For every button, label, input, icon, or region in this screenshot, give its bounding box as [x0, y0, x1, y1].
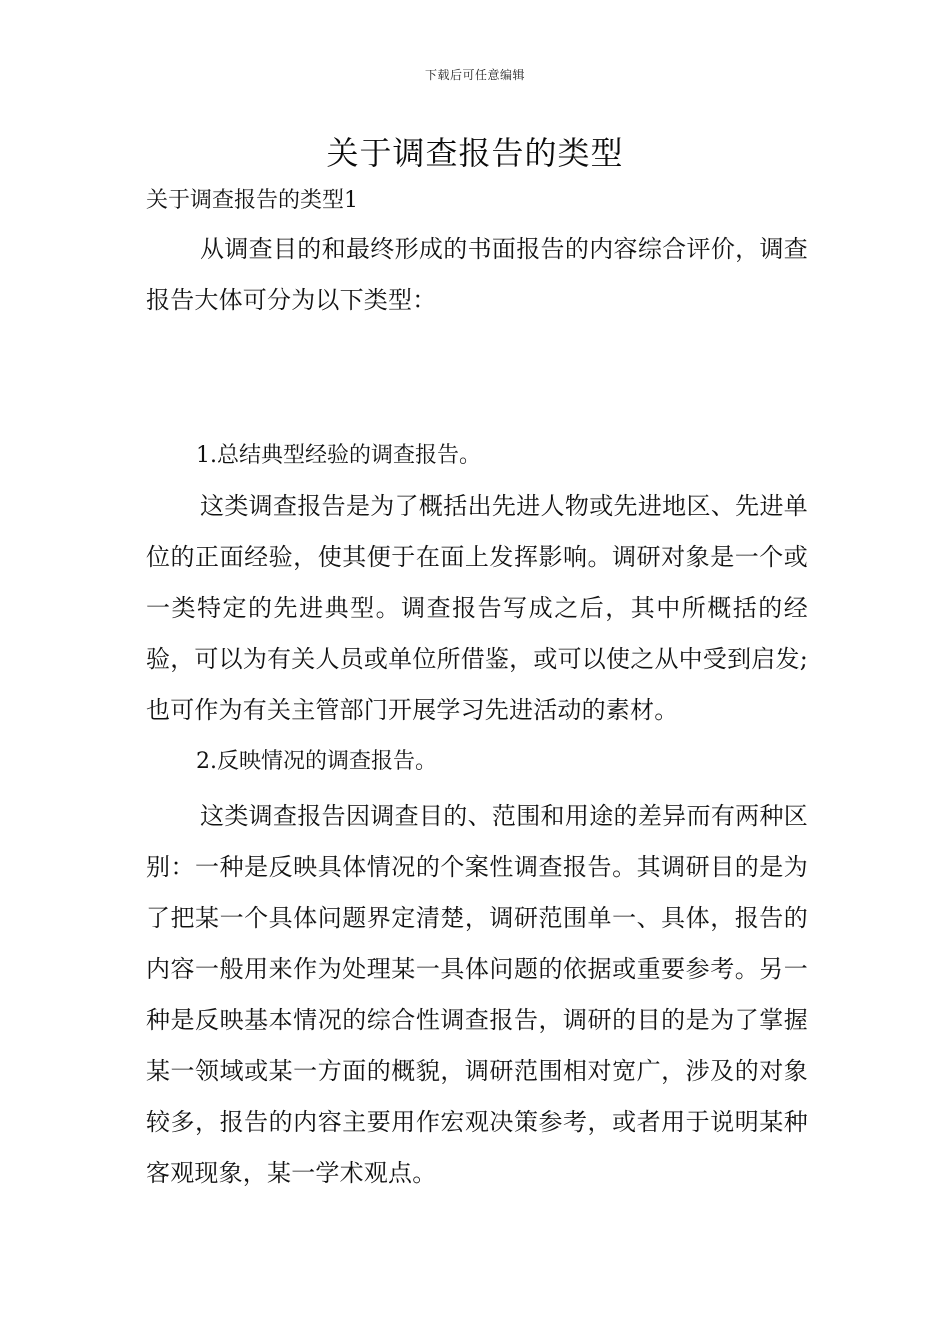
section-heading-1: 1.总结典型经验的调查报告。 — [196, 443, 481, 468]
header-note: 下载后可任意编辑 — [424, 68, 525, 82]
document-subtitle: 关于调查报告的类型1 — [146, 188, 358, 213]
intro-paragraph: 从调查目的和最终形成的书面报告的内容综合评价，调查报告大体可分为以下类型： — [146, 235, 808, 314]
section-body-2: 这类调查报告因调查目的、范围和用途的差异而有两种区别：一种是反映具体情况的个案性调查报告。其调研目的是为了把某一个具体问题界定清楚，调研范围单一、具体，报告的内容一般用来作为处理某一具体问题的依据或重要参考。另一种是反映基本情况的综合性调查报告，调研的目的是为了掌握某一领域或某一方面的概貌，调研范围相对宽广，涉及的对象较多，报告的内容主要用作宏观决策参考，或者用于说明某种客观现象，某一学术观点。 — [146, 802, 808, 1187]
document-title: 关于调查报告的类型 — [326, 134, 624, 172]
section-body-1: 这类调查报告是为了概括出先进人物或先进地区、先进单位的正面经验，使其便于在面上发挥影响。调研对象是一个或一类特定的先进典型。调查报告写成之后，其中所概括的经验，可以为有关人员或单位所借鉴，或可以使之从中受到启发;也可作为有关主管部门开展学习先进活动的素材。 — [146, 492, 808, 724]
blank-space — [146, 326, 808, 430]
document-body — [146, 178, 808, 1199]
section-heading-2: 2.反映情况的调查报告。 — [196, 749, 437, 774]
